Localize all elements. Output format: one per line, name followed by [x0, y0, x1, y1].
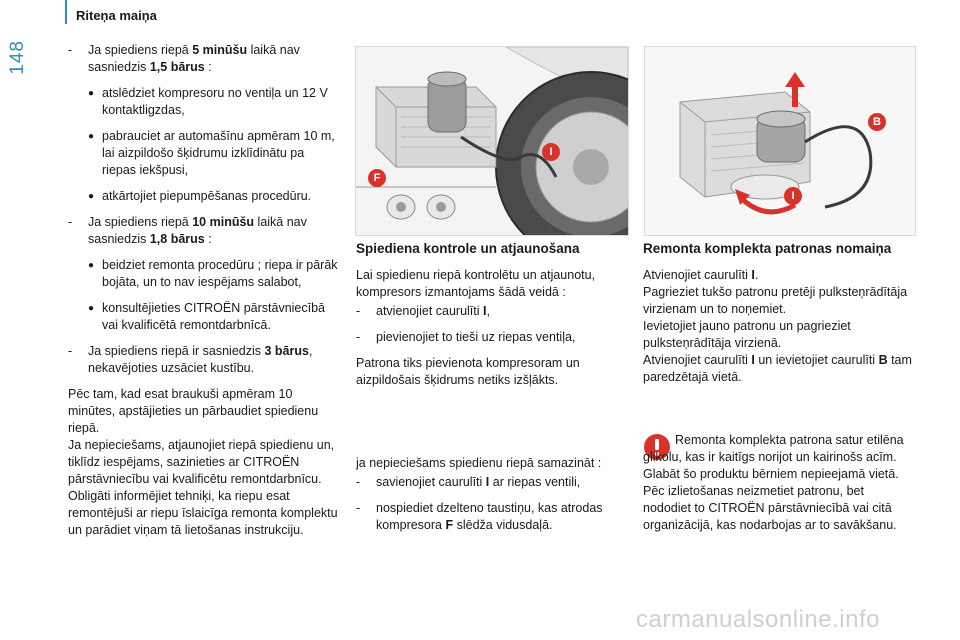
section-divider: [65, 0, 67, 24]
figure-cartridge-replacement: [644, 46, 916, 236]
bullet-icon: ●: [88, 88, 95, 99]
figure-compressor-tyre: [355, 46, 629, 236]
list-item: - nospiediet dzelteno taustiņu, kas atrodas kompresora F slēdža vidusdaļā.: [356, 501, 603, 532]
list-item: ● konsultējieties CITROËN pārstāvniecībā vai kvalificētā remontdarbnīcā.: [88, 301, 326, 332]
list-item: ● pabrauciet ar automašīnu apmēram 10 m, lai aizpildošo šķidrumu izklīdinātu pa riepas iekšpusi,: [88, 129, 335, 177]
bullet-icon: ●: [88, 191, 95, 202]
cartridge-illustration: [645, 47, 915, 235]
bullet-icon: ●: [88, 260, 95, 271]
list-item: - savienojiet caurulīti I ar riepas ventili,: [356, 475, 581, 489]
page-number: 148: [7, 40, 28, 75]
paragraph: Pēc tam, kad esat braukuši apmēram 10 minūtes, apstājieties un pārbaudiet spiedienu riepā. Ja nepieciešams, atjaunojiet riepā spiedienu un, tiklīdz iespējams, sazinieties ar CITROËN pārstāvniecību vai kvalificētu remontdarbnīcu. Obligāti informējiet tehniķi, ka riepu esat remontējuši ar riepu īslaicīga remonta komplektu un parādiet viņam tā lietošanas instrukciju.: [68, 387, 338, 537]
bullet-icon: ●: [88, 131, 95, 142]
section-heading: Remonta komplekta patronas nomaiņa: [643, 241, 892, 256]
section-heading: Spiediena kontrole un atjaunošana: [356, 241, 580, 256]
pressure-reduce-section: [356, 455, 631, 543]
list-item: - Ja spiediens riepā ir sasniedzis 3 bārus, nekavējoties uzsāciet kustību.: [68, 344, 313, 375]
paragraph: ja nepieciešams spiedienu riepā samazināt :: [356, 456, 602, 470]
callout-f-label: F: [368, 169, 386, 187]
watermark: carmanualsonline.info: [636, 606, 880, 633]
bullet-icon: ●: [88, 303, 95, 314]
list-item: ● atkārtojiet piepumpēšanas procedūru.: [88, 189, 312, 203]
pressure-check-section: [356, 240, 631, 389]
list-item: - pievienojiet to tieši uz riepas ventiļa,: [356, 330, 576, 344]
cartridge-replacement-section: Remonta komplekta patronas nomaiņa Atvienojiet caurulīti I. Pagrieziet tukšo patronu pretēji pulksteņrādītāja virzienam un to noņemiet. Ievietojiet jauno patronu un pagrieziet pulksteņrādītāja virzienā. Atvienojiet caurulīti I un ievietojiet caurulīti B tam paredzētajā vietā.: [643, 241, 912, 384]
list-item: ● atslēdziet kompresoru no ventiļa un 12 V kontaktligzdas,: [88, 86, 328, 117]
section-title: Riteņa maiņa: [76, 8, 157, 23]
list-item: - Ja spiediens riepā 5 minūšu laikā nav sasniedzis 1,5 bārus :: [68, 43, 300, 74]
list-item: - Ja spiediens riepā 10 minūšu laikā nav sasniedzis 1,8 bārus :: [68, 215, 307, 246]
paragraph: Patrona tiks pievienota kompresoram un aizpildošais šķidrums netiks izšļākts.: [356, 356, 580, 387]
list-item: - atvienojiet caurulīti I,: [356, 304, 490, 318]
callout-i-label: I: [784, 187, 802, 205]
list-item: ● beidziet remonta procedūru ; riepa ir pārāk bojāta, un to nav iespējams salabot,: [88, 258, 338, 289]
compressor-tyre-illustration: [356, 47, 628, 235]
callout-i-label: I: [542, 143, 560, 161]
callout-b-label: B: [868, 113, 886, 131]
paragraph: Lai spiedienu riepā kontrolētu un atjaunotu, kompresors izmantojams šādā veidā :: [356, 268, 596, 299]
warning-text: Remonta komplekta patrona satur etilēna glikolu, kas ir kaitīgs norijot un kairinošs acīm. Glabāt šo produktu bērniem nepieejamā vietā. Pēc izlietošanas neizmetiet patronu, bet nododiet to CITROËN pārstāvniecībā vai citā organizācijā, kas nodarbojas ar to savākšanu.: [643, 433, 904, 532]
column-left: [68, 42, 338, 539]
